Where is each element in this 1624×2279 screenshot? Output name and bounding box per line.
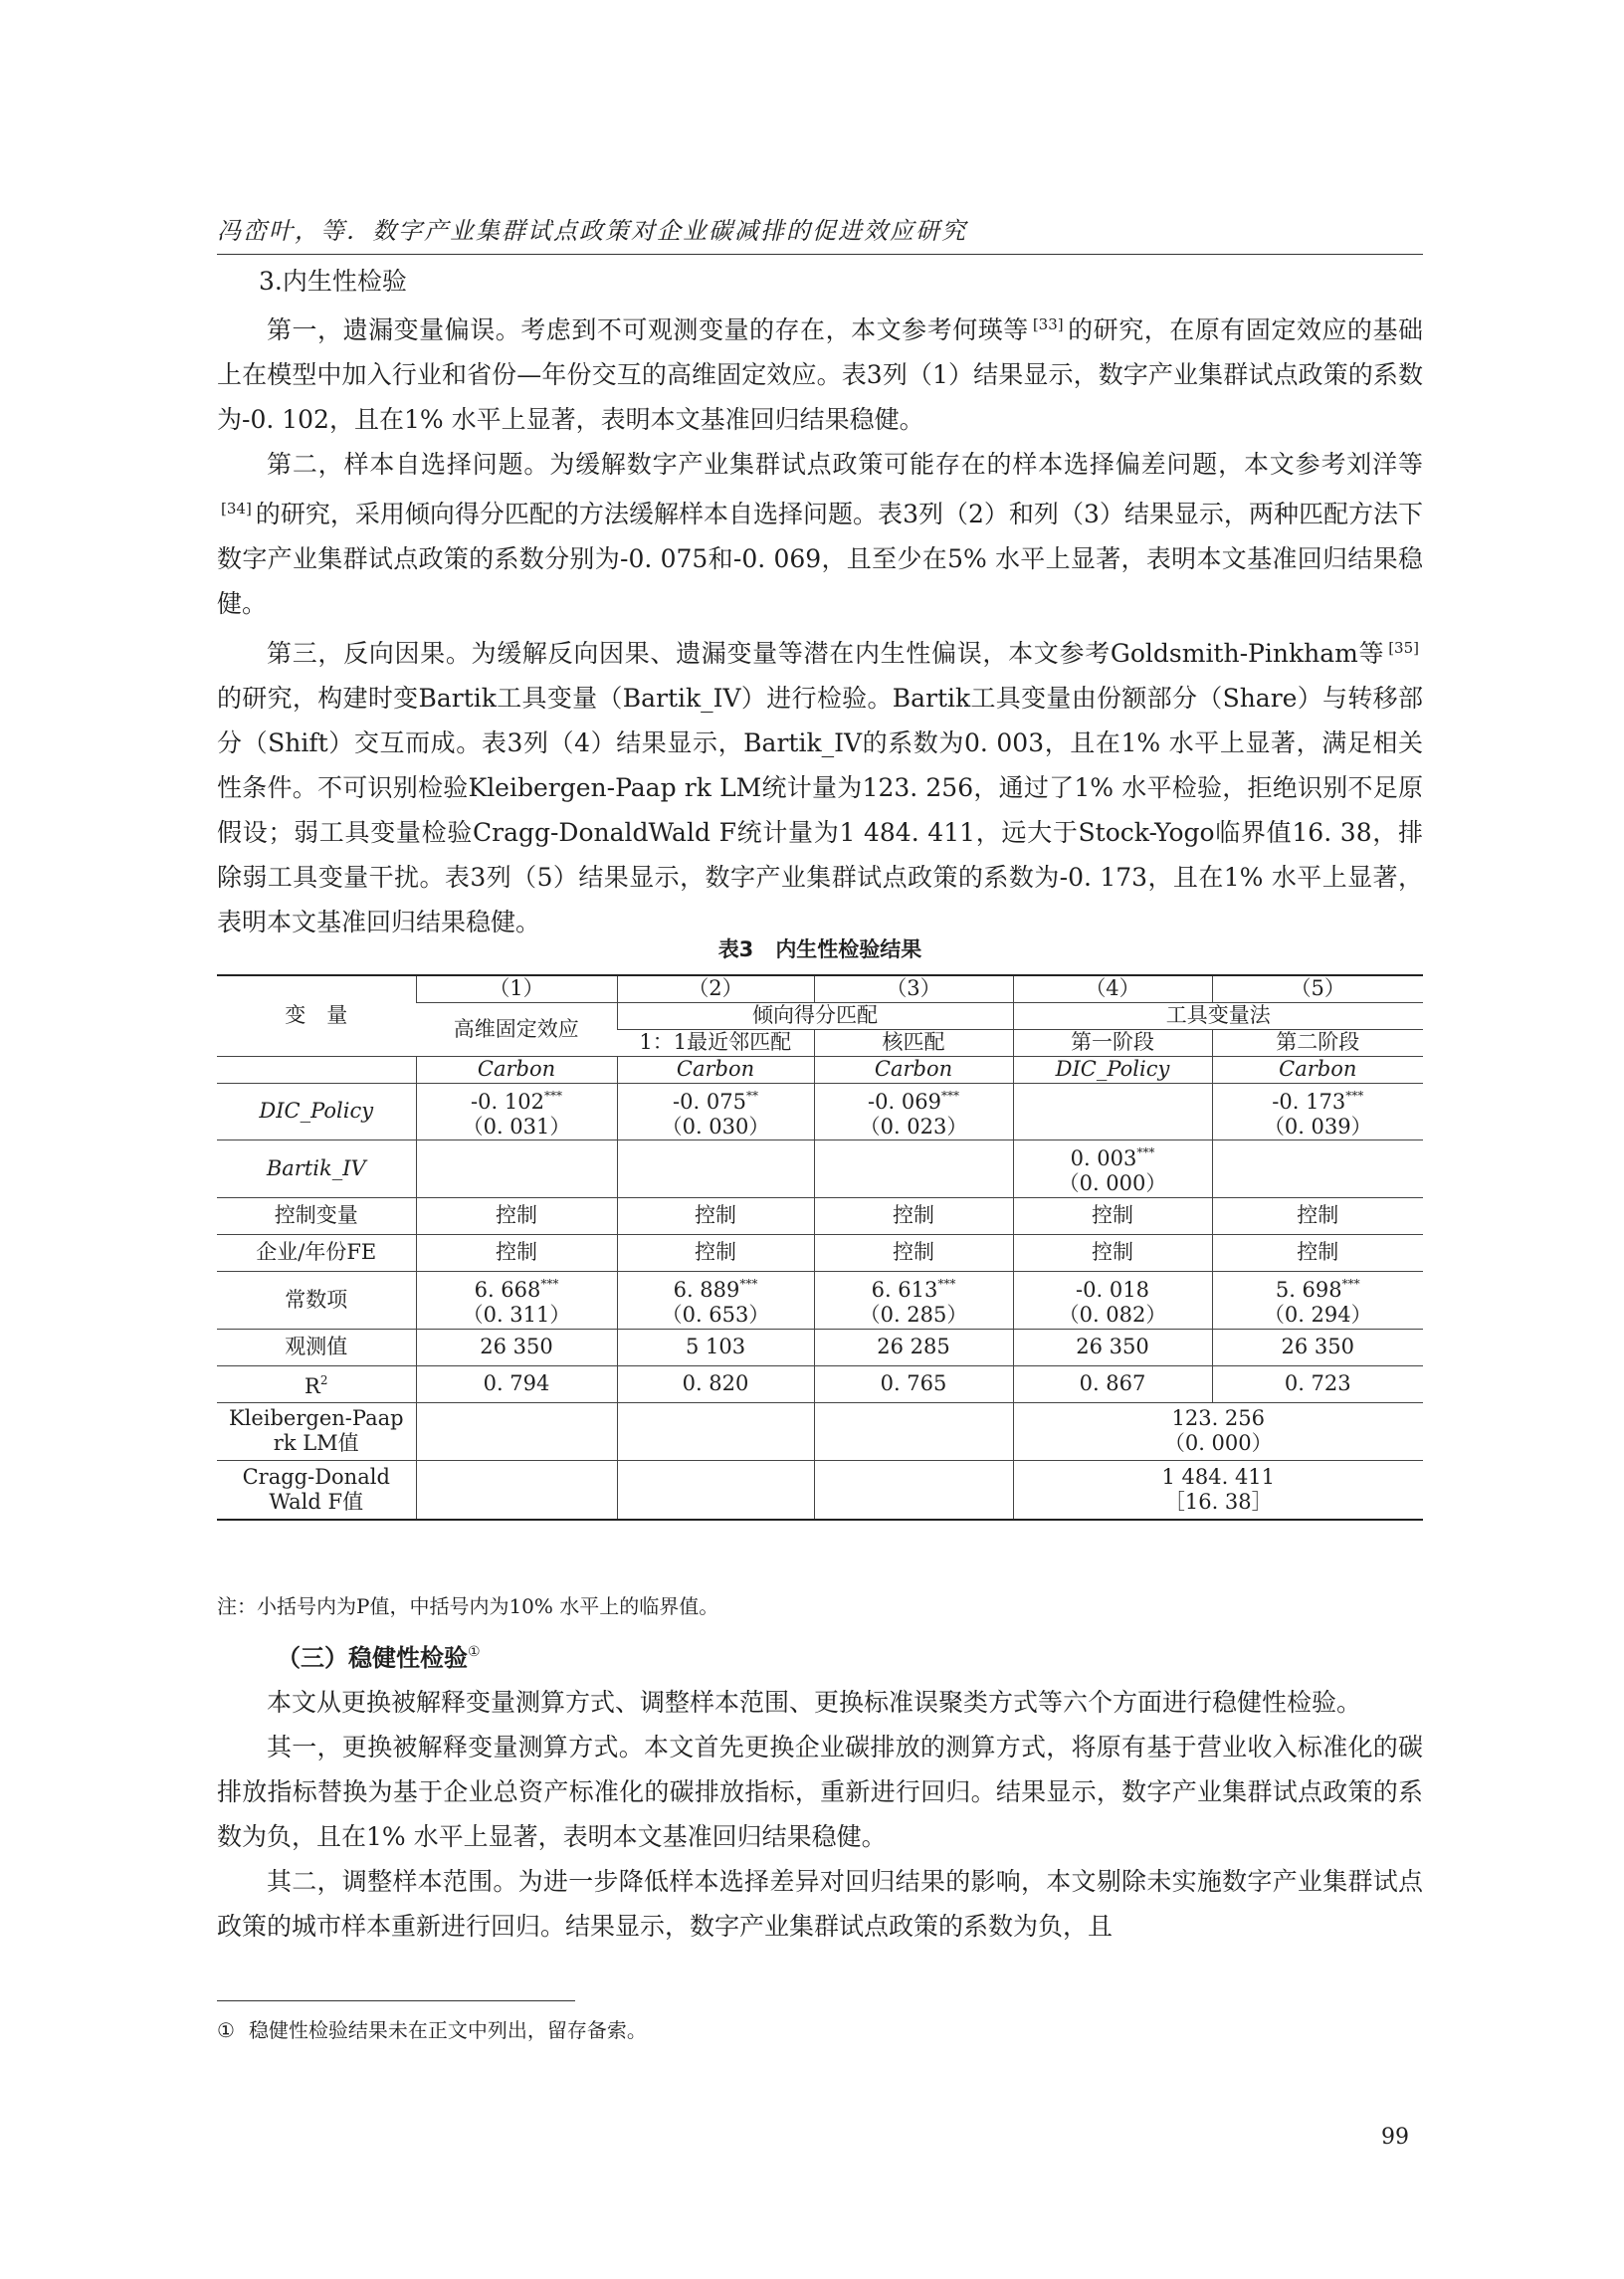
row-label: 常数项 xyxy=(285,1287,348,1312)
significance-stars: *** xyxy=(1341,1277,1360,1291)
row-label-line: rk LM值 xyxy=(273,1431,359,1455)
r2-label: R xyxy=(304,1374,320,1398)
coef-cell xyxy=(416,1271,617,1329)
row-label-line: Wald F值 xyxy=(269,1489,364,1514)
critical-value: ［16. 38］ xyxy=(1163,1489,1273,1514)
coef-cell xyxy=(617,1271,814,1329)
table-row-fe xyxy=(217,1234,1423,1271)
empty-cell xyxy=(1013,1083,1212,1140)
std-error: （0. 653） xyxy=(661,1303,770,1327)
group-header-iv: 工具变量法 xyxy=(1013,1002,1423,1029)
empty-cell xyxy=(814,1460,1013,1520)
paragraph-text: 的研究，构建时变Bartik工具变量（Bartik_IV）进行检验。Bartik工具变量由份额部分（Share）与转移部分（Shift）交互而成。表3列（4）结果显示，Bartik_IV的系数为0. 003，且在1% 水平上显著，满足相关性条件。不可识别检验Kleibergen-Paap rk LM统计量为123. 256，通过了1% 水平检验，拒绝识别不足原假设；弱工具变量检验Cragg-DonaldWald F统计量为1 484. 411，远大于Stock-Yogo临界值16. 38，排除弱工具变量干扰。表3列（5）结果显示，数字产业集群试点政策的系数为-0. 173，且在1% 水平上显著，表明本文基准回归结果稳健。 xyxy=(217,684,1423,936)
significance-stars: *** xyxy=(1136,1145,1155,1159)
significance-stars: *** xyxy=(739,1277,758,1291)
dep-var: Carbon xyxy=(416,1056,617,1083)
p-value: （0. 000） xyxy=(1163,1431,1273,1455)
table-cell: 控制 xyxy=(617,1234,814,1271)
paragraph-robustness-1: 其一，更换被解释变量测算方式。本文首先更换企业碳排放的测算方式，将原有基于营业收入标准化的碳排放指标替换为基于企业总资产标准化的碳排放指标，重新进行回归。结果显示，数字产业集群试点政策的系数为负，且在1% 水平上显著，表明本文基准回归结果稳健。 xyxy=(217,1733,1423,1851)
row-label xyxy=(217,1460,416,1520)
paragraph-self-selection xyxy=(217,442,1423,626)
paragraph-text: 第一，遗漏变量偏误。考虑到不可观测变量的存在，本文参考何瑛等 xyxy=(267,315,1029,344)
paragraph-text: 第二，样本自选择问题。为缓解数字产业集群试点政策可能存在的样本选择偏差问题，本文参考刘洋等 xyxy=(267,450,1423,479)
table-row-obs xyxy=(217,1329,1423,1365)
std-error: （0. 031） xyxy=(462,1114,571,1139)
table-label: 表3 xyxy=(717,937,754,961)
empty-cell xyxy=(217,1056,416,1083)
coef: 6. 889 xyxy=(673,1278,740,1302)
stat-value: 123. 256 xyxy=(1171,1406,1265,1430)
table-row-kp xyxy=(217,1402,1423,1460)
coef: 6. 668 xyxy=(474,1278,541,1302)
citation-ref[interactable]: [35] xyxy=(1388,639,1419,657)
robustness-body xyxy=(217,1680,1423,1949)
empty-cell xyxy=(617,1402,814,1460)
table-cell: 控制 xyxy=(416,1234,617,1271)
empty-cell xyxy=(416,1460,617,1520)
empty-cell xyxy=(617,1460,814,1520)
r2-superscript: 2 xyxy=(319,1373,328,1387)
significance-stars: ** xyxy=(745,1088,758,1103)
table-row-controls xyxy=(217,1197,1423,1234)
results-table xyxy=(217,974,1423,1521)
coef-cell xyxy=(1013,1271,1212,1329)
table-cell: 0. 820 xyxy=(617,1365,814,1402)
coef: -0. 069 xyxy=(868,1089,941,1114)
std-error: （0. 311） xyxy=(462,1303,571,1327)
table-cell: 控制 xyxy=(416,1197,617,1234)
col-number: （2） xyxy=(617,975,814,1002)
coef: 6. 613 xyxy=(871,1278,938,1302)
row-label: 控制变量 xyxy=(274,1203,358,1227)
row-label: 观测值 xyxy=(285,1335,348,1358)
row-label xyxy=(217,1402,416,1460)
section-title: 3.内生性检验 xyxy=(259,267,407,296)
table-cell: 控制 xyxy=(1013,1234,1212,1271)
empty-cell xyxy=(416,1140,617,1197)
paragraph-text: 的研究，采用倾向得分匹配的方法缓解样本自选择问题。表3列（2）和列（3）结果显示，两种匹配方法下数字产业集群试点政策的系数分别为-0. 075和-0. 069，且至少在5% 水平上显著，表明本文基准回归结果稳健。 xyxy=(217,500,1423,618)
std-error: （0. 285） xyxy=(859,1303,968,1327)
empty-cell xyxy=(617,1140,814,1197)
footnote-divider xyxy=(217,2000,575,2001)
row-label: Bartik_IV xyxy=(266,1155,366,1180)
coef-cell xyxy=(1013,1140,1212,1197)
std-error: （0. 082） xyxy=(1058,1303,1167,1327)
table-note: 注：小括号内为P值，中括号内为10% 水平上的临界值。 xyxy=(217,1594,719,1618)
coef: 5. 698 xyxy=(1275,1278,1342,1302)
table-cell: 控制 xyxy=(814,1234,1013,1271)
coef: 0. 003 xyxy=(1070,1146,1137,1170)
coef: -0. 075 xyxy=(673,1089,746,1114)
sub-header: 1：1最近邻匹配 xyxy=(639,1030,792,1054)
significance-stars: *** xyxy=(543,1088,562,1103)
table-cell: 26 350 xyxy=(1013,1329,1212,1365)
std-error: （0. 023） xyxy=(859,1114,968,1139)
empty-cell xyxy=(1212,1140,1423,1197)
significance-stars: *** xyxy=(1345,1088,1364,1103)
row-label: DIC_Policy xyxy=(259,1099,374,1123)
dep-var: Carbon xyxy=(1212,1056,1423,1083)
col-number: （3） xyxy=(814,975,1013,1002)
table-row-dep-vars xyxy=(217,1056,1423,1083)
significance-stars: *** xyxy=(940,1088,959,1103)
table-row-bartik xyxy=(217,1140,1423,1197)
table-cell: 控制 xyxy=(1212,1197,1423,1234)
table-cell: 0. 765 xyxy=(814,1365,1013,1402)
footnote-text: 稳健性检验结果未在正文中列出，留存备索。 xyxy=(248,2018,647,2042)
table-cell: 0. 867 xyxy=(1013,1365,1212,1402)
coef-cell xyxy=(1212,1271,1423,1329)
std-error: （0. 030） xyxy=(661,1114,770,1139)
footnote-mark: ① xyxy=(217,2018,235,2042)
std-error: （0. 294） xyxy=(1263,1303,1372,1327)
coef-cell xyxy=(416,1083,617,1140)
paragraph-robustness-2: 其二，调整样本范围。为进一步降低样本选择差异对回归结果的影响，本文剔除未实施数字产业集群试点政策的城市样本重新进行回归。结果显示，数字产业集群试点政策的系数为负，且 xyxy=(217,1867,1423,1941)
sub-header: 第二阶段 xyxy=(1212,1029,1423,1056)
col-number: （5） xyxy=(1212,975,1423,1002)
empty-cell xyxy=(814,1402,1013,1460)
table-cell: 0. 794 xyxy=(416,1365,617,1402)
stat-cell xyxy=(1013,1402,1423,1460)
citation-ref[interactable]: [33] xyxy=(1032,315,1064,333)
table-row-cd xyxy=(217,1460,1423,1520)
heading-text: （三）稳健性检验 xyxy=(277,1644,468,1672)
row-label-line: Cragg-Donald xyxy=(242,1464,390,1489)
table-cell: 26 350 xyxy=(416,1329,617,1365)
coef-cell xyxy=(814,1271,1013,1329)
running-head: 冯峦叶，等．数字产业集群试点政策对企业碳减排的促进效应研究 xyxy=(217,211,1423,255)
table-row-col-numbers xyxy=(217,975,1423,1002)
table-title: 内生性检验结果 xyxy=(775,937,922,961)
table-row-dic-policy xyxy=(217,1083,1423,1140)
empty-cell xyxy=(416,1402,617,1460)
table-cell: 0. 723 xyxy=(1212,1365,1423,1402)
sub-header: 第一阶段 xyxy=(1013,1029,1212,1056)
std-error: （0. 000） xyxy=(1058,1171,1167,1195)
table-row-r2 xyxy=(217,1365,1423,1402)
citation-ref[interactable]: [34] xyxy=(221,500,252,518)
paragraph-omitted-variable xyxy=(217,303,1423,442)
group-header-psm: 倾向得分匹配 xyxy=(617,1002,1013,1029)
paragraph-robustness-intro: 本文从更换被解释变量测算方式、调整样本范围、更换标准误聚类方式等六个方面进行稳健性检验。 xyxy=(267,1688,1362,1717)
table-cell: 控制 xyxy=(1013,1197,1212,1234)
stat-cell xyxy=(1013,1460,1423,1520)
coef-cell xyxy=(617,1083,814,1140)
table-cell: 5 103 xyxy=(617,1329,814,1365)
footnote xyxy=(217,2014,647,2043)
table-caption xyxy=(217,933,1423,963)
table-cell: 控制 xyxy=(617,1197,814,1234)
table-cell: 26 350 xyxy=(1212,1329,1423,1365)
section-3-body xyxy=(217,261,1423,944)
coef-cell xyxy=(1212,1083,1423,1140)
dep-var: DIC_Policy xyxy=(1013,1056,1212,1083)
row-label-line: Kleibergen-Paap xyxy=(228,1406,404,1430)
table-cell: 26 285 xyxy=(814,1329,1013,1365)
row-label xyxy=(217,1365,416,1402)
sub-header: 核匹配 xyxy=(814,1029,1013,1056)
footnote-ref[interactable]: ① xyxy=(468,1644,481,1660)
page-number: 99 xyxy=(1381,2125,1409,2150)
dep-var: Carbon xyxy=(814,1056,1013,1083)
table-cell: 控制 xyxy=(1212,1234,1423,1271)
section-heading xyxy=(277,1638,481,1673)
col-number: （4） xyxy=(1013,975,1212,1002)
coef-cell xyxy=(814,1083,1013,1140)
coef: -0. 173 xyxy=(1272,1089,1346,1114)
row-label: 企业/年份FE xyxy=(256,1240,377,1264)
dep-var: Carbon xyxy=(617,1056,814,1083)
paragraph-text: 第三，反向因果。为缓解反向因果、遗漏变量等潜在内生性偏误，本文参考Goldsmith-Pinkham等 xyxy=(267,639,1385,668)
empty-cell xyxy=(814,1140,1013,1197)
col-number: （1） xyxy=(416,975,617,1002)
std-error: （0. 039） xyxy=(1263,1114,1372,1139)
stat-value: 1 484. 411 xyxy=(1161,1464,1276,1489)
significance-stars: *** xyxy=(937,1277,956,1291)
table-row-constant xyxy=(217,1271,1423,1329)
paragraph-text: 的研究，在原有固定效应的基础上在模型中加入行业和省份—年份交互的高维固定效应。表3列（1）结果显示，数字产业集群试点政策的系数为-0. 102，且在1% 水平上显著，表明本文基准回归结果稳健。 xyxy=(217,315,1423,434)
significance-stars: *** xyxy=(540,1277,559,1291)
coef: -0. 018 xyxy=(1076,1278,1149,1302)
variable-header: 变 量 xyxy=(285,1003,348,1028)
group-header-hdfe: 高维固定效应 xyxy=(453,1016,579,1041)
paragraph-reverse-causality xyxy=(217,626,1423,944)
table-cell: 控制 xyxy=(814,1197,1013,1234)
coef: -0. 102 xyxy=(471,1089,544,1114)
